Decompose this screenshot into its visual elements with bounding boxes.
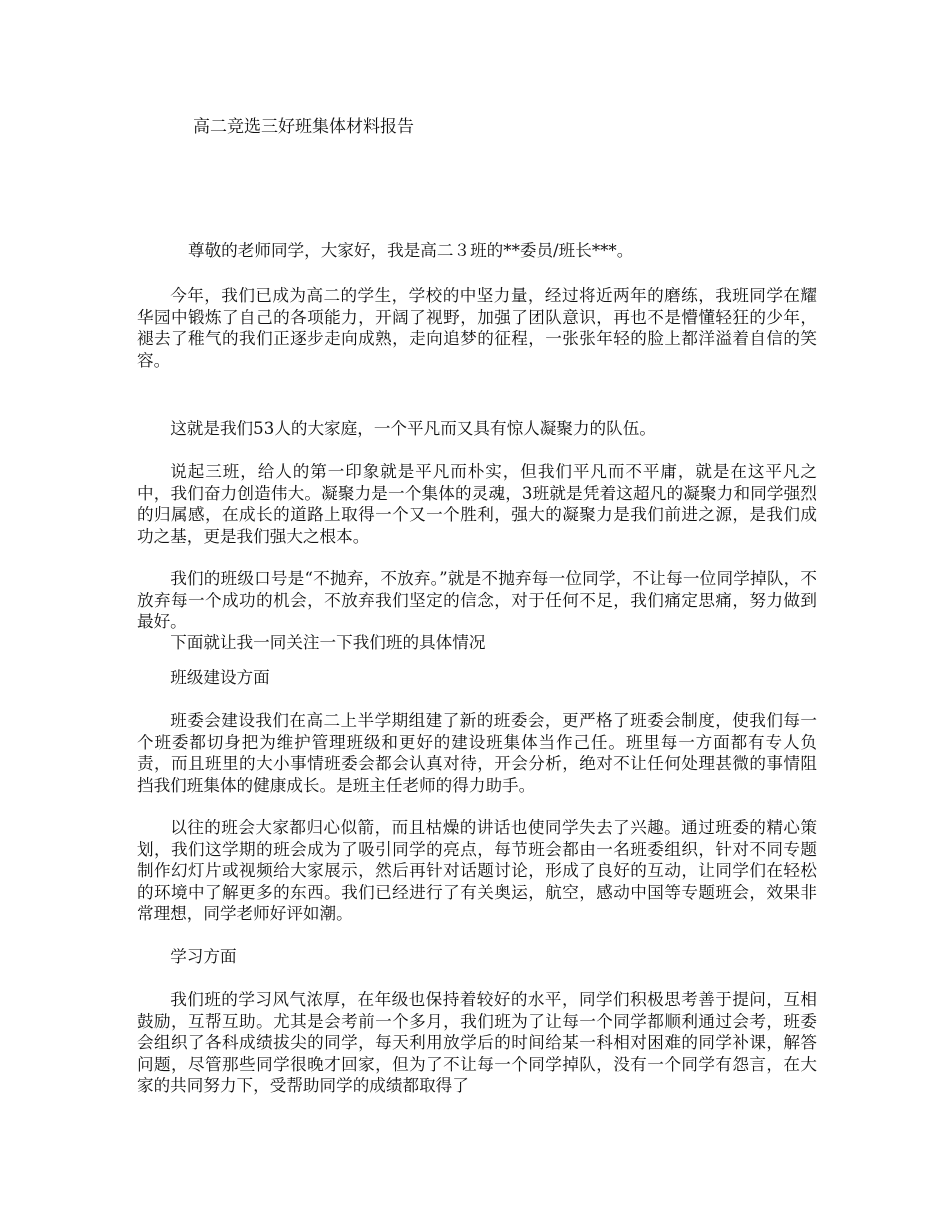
paragraph-family: 这就是我们53人的大家庭，一个平凡而又具有惊人凝聚力的队伍。: [170, 419, 656, 438]
paragraph-slogan: 我们的班级口号是“不抛弃，不放弃。”就是不抛弃每一位同学，不让每一位同学掉队，不放弃每一个成功的机会，不放弃我们坚定的信念，对于任何不足，我们痛定思痛，努力做到最好。: [137, 569, 817, 631]
section-heading-study: 学习方面: [170, 947, 237, 966]
paragraph-intro: 今年，我们已成为高二的学生，学校的中坚力量，经过将近两年的磨练，我班同学在耀华园中锻炼了自己的各项能力，开阔了视野，加强了团队意识，再也不是懵懂轻狂的少年，褪去了稚气的我们正逐步走向成熟，走向追梦的征程，一张张年轻的脸上都洋溢着自信的笑容。: [137, 286, 817, 370]
paragraph-study: 我们班的学习风气浓厚，在年级也保持着较好的水平，同学们积极思考善于提问，互相鼓励，互帮互助。尤其是会考前一个多月，我们班为了让每一个同学都顺利通过会考，班委会组织了各科成绩拔尖的同学，每天利用放学后的时间给某一科相对困难的同学补课，解答问题，尽管那些同学很晚才回家，但为了不让每一个同学掉队，没有一个同学有怨言，在大家的共同努力下，受帮助同学的成绩都取得了: [137, 990, 817, 1095]
greeting-paragraph: 尊敬的老师同学，大家好，我是高二３班的**委员/班长***。: [188, 241, 634, 260]
paragraph-transition: 下面就让我一同关注一下我们班的具体情况: [170, 633, 486, 652]
section-heading-class-building: 班级建设方面: [170, 668, 270, 687]
paragraph-committee: 班委会建设我们在高二上半学期组建了新的班委会，更严格了班委会制度，使我们每一个班委都切身把为维护管理班级和更好的建设班集体当作己任。班里每一方面都有专人负责，而且班里的大小事情班委会都会认真对待，开会分析，绝对不让任何处理甚微的事情阻挡我们班集体的健康成长。是班主任老师的得力助手。: [137, 711, 817, 795]
paragraph-class-meetings: 以往的班会大家都归心似箭，而且枯燥的讲话也使同学失去了兴趣。通过班委的精心策划，我们这学期的班会成为了吸引同学的亮点，每节班会都由一名班委组织，针对不同专题制作幻灯片或视频给大家展示，然后再针对话题讨论，形成了良好的互动，让同学们在轻松的环境中了解更多的东西。我们已经进行了有关奥运，航空，感动中国等专题班会，效果非常理想，同学老师好评如潮。: [137, 818, 817, 923]
paragraph-cohesion: 说起三班，给人的第一印象就是平凡而朴实，但我们平凡而不平庸，就是在这平凡之中，我们奋力创造伟大。凝聚力是一个集体的灵魂，3班就是凭着这超凡的凝聚力和同学强烈的归属感，在成长的道路上取得一个又一个胜利，强大的凝聚力是我们前进之源，是我们成功之基，更是我们强大之根本。: [137, 462, 817, 546]
document-title: 高二竞选三好班集体材料报告: [193, 117, 414, 137]
